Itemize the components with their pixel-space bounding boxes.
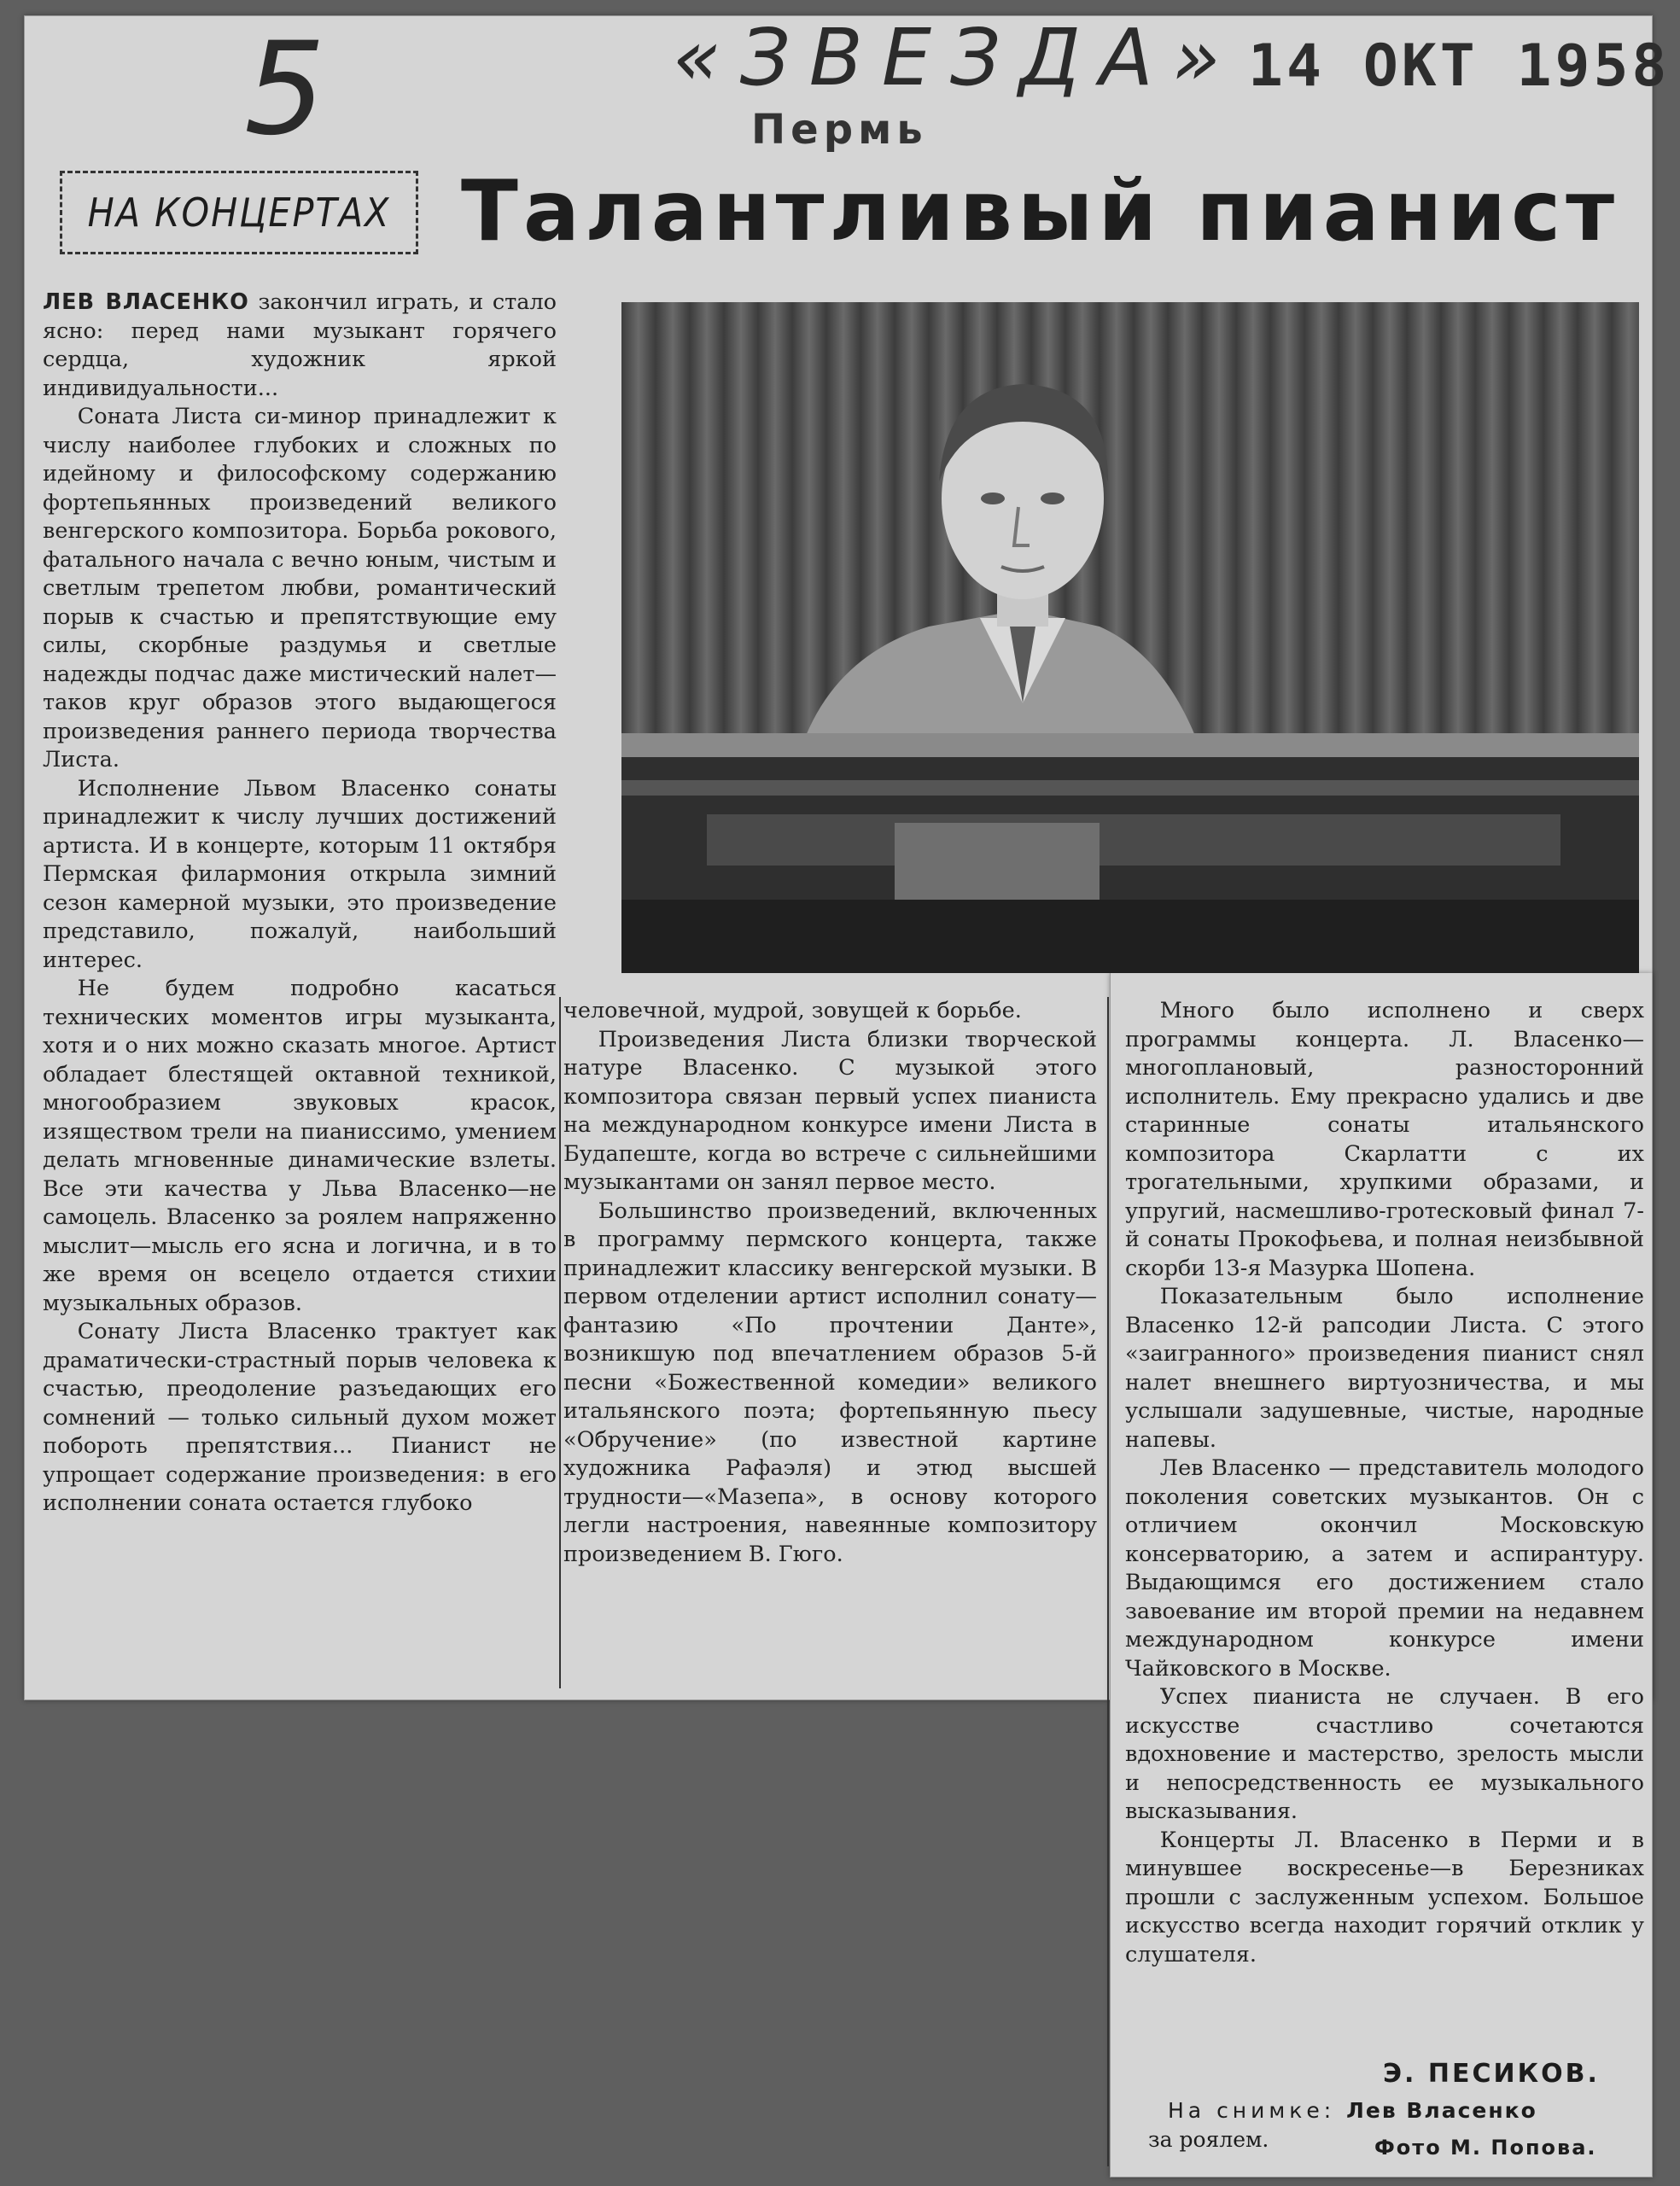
article-headline: Талантливый пианист [461, 163, 1620, 260]
article-paragraph [43, 289, 557, 403]
newspaper-city: Пермь [751, 106, 928, 154]
article-paragraph: Концерты Л. Власенко в Перми и в минувшее воскресенье—в Березниках прошли с заслуженным успехом. Большое искусство всегда находит горячий отклик у слушателя. [1125, 1827, 1644, 1967]
article-paragraph: Соната Листа си-минор принадлежит к числу наиболее глубоких и сложных по идейному и философскому содержанию фортепьянных произведений великого венгерского композитора. Борьба рокового, фатального начала с вечно юным, чистым и светлым трепетом любви, романтический порыв к счастью и препятствующие ему силы, скорбные раздумья и светлые надежды подчас даже мистический налет—таков круг образов этого выдающегося произведения раннего периода творчества Листа. [43, 404, 557, 772]
pianist-photo [621, 302, 1639, 973]
article-lede: ЛЕВ ВЛАСЕНКО [43, 289, 249, 315]
caption-name: Лев Власенко [1346, 2098, 1537, 2123]
date-stamp: 14 ОКТ 1958 [1248, 32, 1671, 100]
article-paragraph: человечной, мудрой, зовущей к борьбе. [563, 998, 1022, 1023]
newspaper-name: «ЗВЕЗДА» [673, 12, 1240, 103]
article-paragraph: Исполнение Львом Власенко сонаты принадлежит к числу лучших достижений артиста. И в концерте, которым 11 октября Пермская филармония открыла зимний сезон камерной музыки, это произведение представило, пожалуй, наибольший интерес. [43, 775, 557, 973]
article-paragraph: Лев Власенко — представитель молодого поколения советских музыкантов. Он с отличием окончил Московскую консерваторию, а затем и аспирантуру. Выдающимся его достижением стало завоевание им второй премии на недавнем международном конкурсе имени Чайковского в Москве. [1125, 1455, 1644, 1682]
pianist-photo-image [621, 302, 1639, 973]
caption-text: за роялем. [1148, 2127, 1269, 2152]
section-rubric [60, 171, 418, 254]
author-signature: Э. ПЕСИКОВ. [1383, 2059, 1600, 2089]
article-column-1 [43, 289, 557, 1519]
article-column-3 [1125, 997, 1644, 1969]
photo-credit: Фото М. Попова. [1374, 2136, 1597, 2160]
article-paragraph: Показательным было исполнение Власенко 12-й рапсодии Листа. С этого «заигранного» произведения пианист снял налет внешнего виртуозничества, и мы услышали задушевные, чистые, народные напевы. [1125, 1284, 1644, 1453]
article-paragraph: Не будем подробно касаться технических моментов игры музыканта, хотя и о них можно сказать многое. Артист обладает блестящей октавной техникой, многообразием звуковых красок, изяществом трели на пианиссимо, умением делать мгновенные динамические взлеты. Все эти качества у Льва Власенко—не самоцель. Власенко за роялем напряженно мыслит—мысль его ясна и логична, и в то же время он всецело отдается стихии музыкальных образов. [43, 976, 557, 1316]
article-column-2 [563, 997, 1097, 1569]
article-paragraph: Произведения Листа близки творческой натуре Власенко. С музыкой этого композитора связан первый успех пианиста на международном конкурсе имени Листа в Будапеште, когда во встрече с сильнейшими музыкантами он занял первое место. [563, 1026, 1097, 1195]
column-rule [1107, 997, 1109, 2166]
article-paragraph: Много было исполнено и сверх программы концерта. Л. Власенко—многоплановый, разносторонний исполнитель. Ему прекрасно удались и две старинные сонаты итальянского композитора Скарлатти с их трогательными, хрупкими образами, и упругий, насмешливо-гротесковый финал 7-й сонаты Прокофьева, и полная неизбывной скорби 13-я Мазурка Шопена. [1125, 998, 1644, 1281]
photo-caption [1168, 2098, 1537, 2123]
handwritten-number: 5 [244, 15, 326, 164]
article-paragraph: Сонату Листа Власенко трактует как драматически-страстный порыв человека к счастью, преодоление разъедающих его сомнений — только сильный духом может побороть препятствия... Пианист не упрощает содержание произведения: в его исполнении соната остается глубоко [43, 1319, 557, 1516]
column-rule [559, 997, 561, 1688]
article-text: закончил играть, и стало ясно: перед нами музыкант горячего сердца, художник яркой индивидуальности... [43, 289, 557, 401]
rubric-label: НА КОНЦЕРТАХ [87, 189, 391, 236]
article-paragraph: Успех пианиста не случаен. В его искусстве счастливо сочетаются вдохновение и мастерство, зрелость мысли и непосредственность ее музыкального высказывания. [1125, 1684, 1644, 1824]
caption-label: На снимке: [1168, 2098, 1336, 2123]
article-paragraph: Большинство произведений, включенных в программу пермского концерта, также принадлежит классику венгерской музыки. В первом отделении артист исполнил сонату—фантазию «По прочтении Данте», возникшую под впечатлением образов 5-й песни «Божественной комедии» великого итальянского поэта; фортепьянную пьесу «Обручение» (по известной картине художника Рафаэля) и этюд высшей трудности—«Мазепа», в основу которого легли настроения, навеянные композитору произведением В. Гюго. [563, 1198, 1097, 1567]
